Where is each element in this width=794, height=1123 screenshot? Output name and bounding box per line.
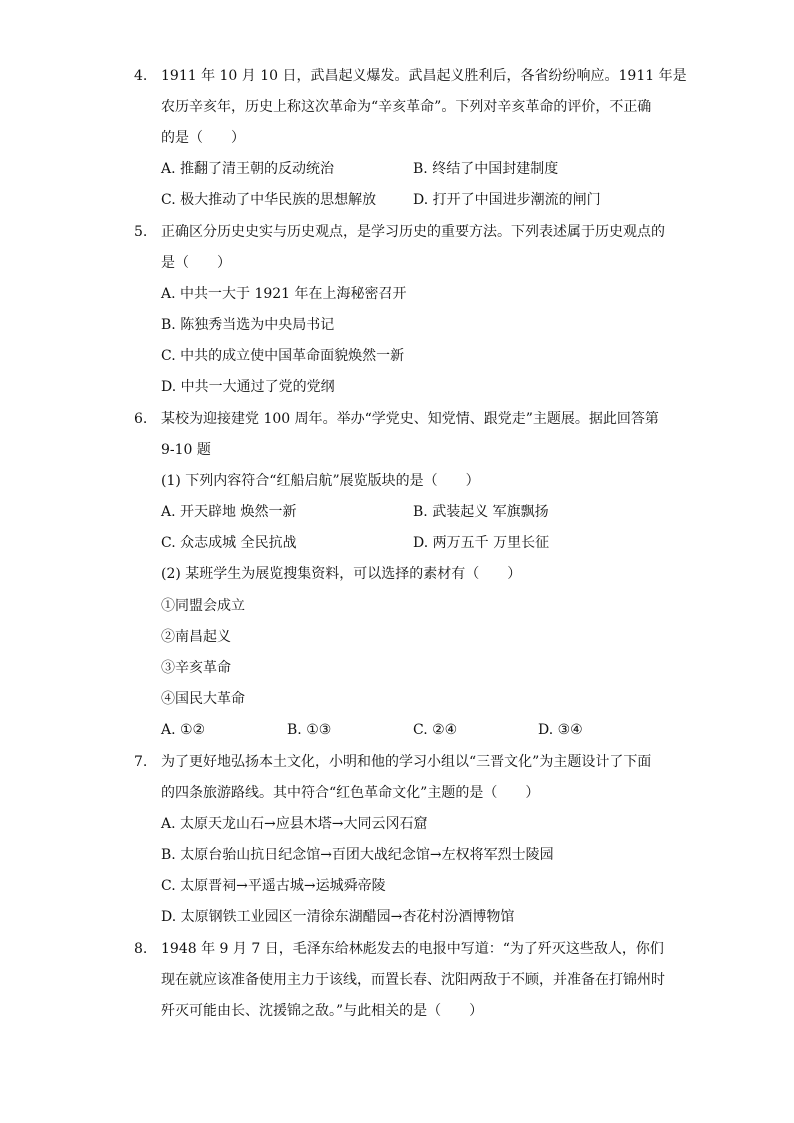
question-number: 5. [134,224,148,240]
option-a: A. 中共一大于 1921 年在上海秘密召开 [161,286,407,302]
question-text: 现在就应该准备使用主力于该线，而置长春、沈阳两敌于不顾，并准备在打锦州时 [161,972,665,988]
list-item: ③辛亥革命 [161,660,231,676]
question-text: 正确区分历史史实与历史观点，是学习历史的重要方法。下列表述属于历史观点的 [161,224,665,240]
question-text: 1948 年 9 月 7 日，毛泽东给林彪发去的电报中写道：“为了歼灭这些敌人，你们 [161,941,664,957]
question-text: 为了更好地弘扬本土文化，小明和他的学习小组以“三晋文化”为主题设计了下面 [161,754,652,770]
option-b: B. ①③ [287,722,332,738]
option-d: D. 太原钢铁工业园区一清徐东湖醋园→杏花村汾酒博物馆 [161,909,515,925]
question-number: 7. [134,754,148,770]
question-text: 的四条旅游路线。其中符合“红色革命文化”主题的是（ ） [161,785,540,801]
option-c: C. 太原晋祠→平遥古城→运城舜帝陵 [161,878,386,894]
option-a: A. 太原天龙山石→应县木塔→大同云冈石窟 [161,816,428,832]
list-item: ④国民大革命 [161,691,245,707]
option-a: A. 开天辟地 焕然一新 [161,504,297,520]
option-b: B. 陈独秀当选为中央局书记 [161,317,335,333]
list-item: ②南昌起义 [161,629,231,645]
sub-question: (1) 下列内容符合“红船启航”展览版块的是（ ） [161,473,480,489]
sub-question: (2) 某班学生为展览搜集资料，可以选择的素材有（ ） [161,566,522,582]
option-c: C. 极大推动了中华民族的思想解放 [161,192,377,208]
question-number: 4. [134,68,148,84]
option-d: D. 中共一大通过了党的党纲 [161,379,335,395]
list-item: ①同盟会成立 [161,598,245,614]
question-text: 的是（ ） [161,130,245,146]
option-c: C. 中共的成立使中国革命面貌焕然一新 [161,348,405,364]
question-text: 1911 年 10 月 10 日，武昌起义爆发。武昌起义胜利后，各省纷纷响应。1911 年是 [161,68,687,84]
question-text: 9-10 题 [161,442,211,458]
question-text: 某校为迎接建党 100 周年。举办“学党史、知党情、跟党走”主题展。据此回答第 [161,411,659,427]
question-number: 6. [134,411,148,427]
question-text: 是（ ） [161,255,231,271]
option-d: D. 两万五千 万里长征 [413,535,550,551]
option-a: A. 推翻了清王朝的反动统治 [161,161,335,177]
option-c: C. ②④ [413,722,458,738]
question-text: 歼灭可能由长、沈援锦之敌。”与此相关的是（ ） [161,1003,484,1019]
option-a: A. ①② [161,722,206,738]
option-d: D. 打开了中国进步潮流的闸门 [413,192,601,208]
option-c: C. 众志成城 全民抗战 [161,535,297,551]
option-b: B. 终结了中国封建制度 [413,161,559,177]
option-b: B. 太原台骀山抗日纪念馆→百团大战纪念馆→左权将军烈士陵园 [161,847,554,863]
question-number: 8. [134,941,148,957]
question-text: 农历辛亥年，历史上称这次革命为“辛亥革命”。下列对辛亥革命的评价，不正确 [161,99,652,115]
option-d: D. ③④ [538,722,583,738]
option-b: B. 武装起义 军旗飘扬 [413,504,549,520]
